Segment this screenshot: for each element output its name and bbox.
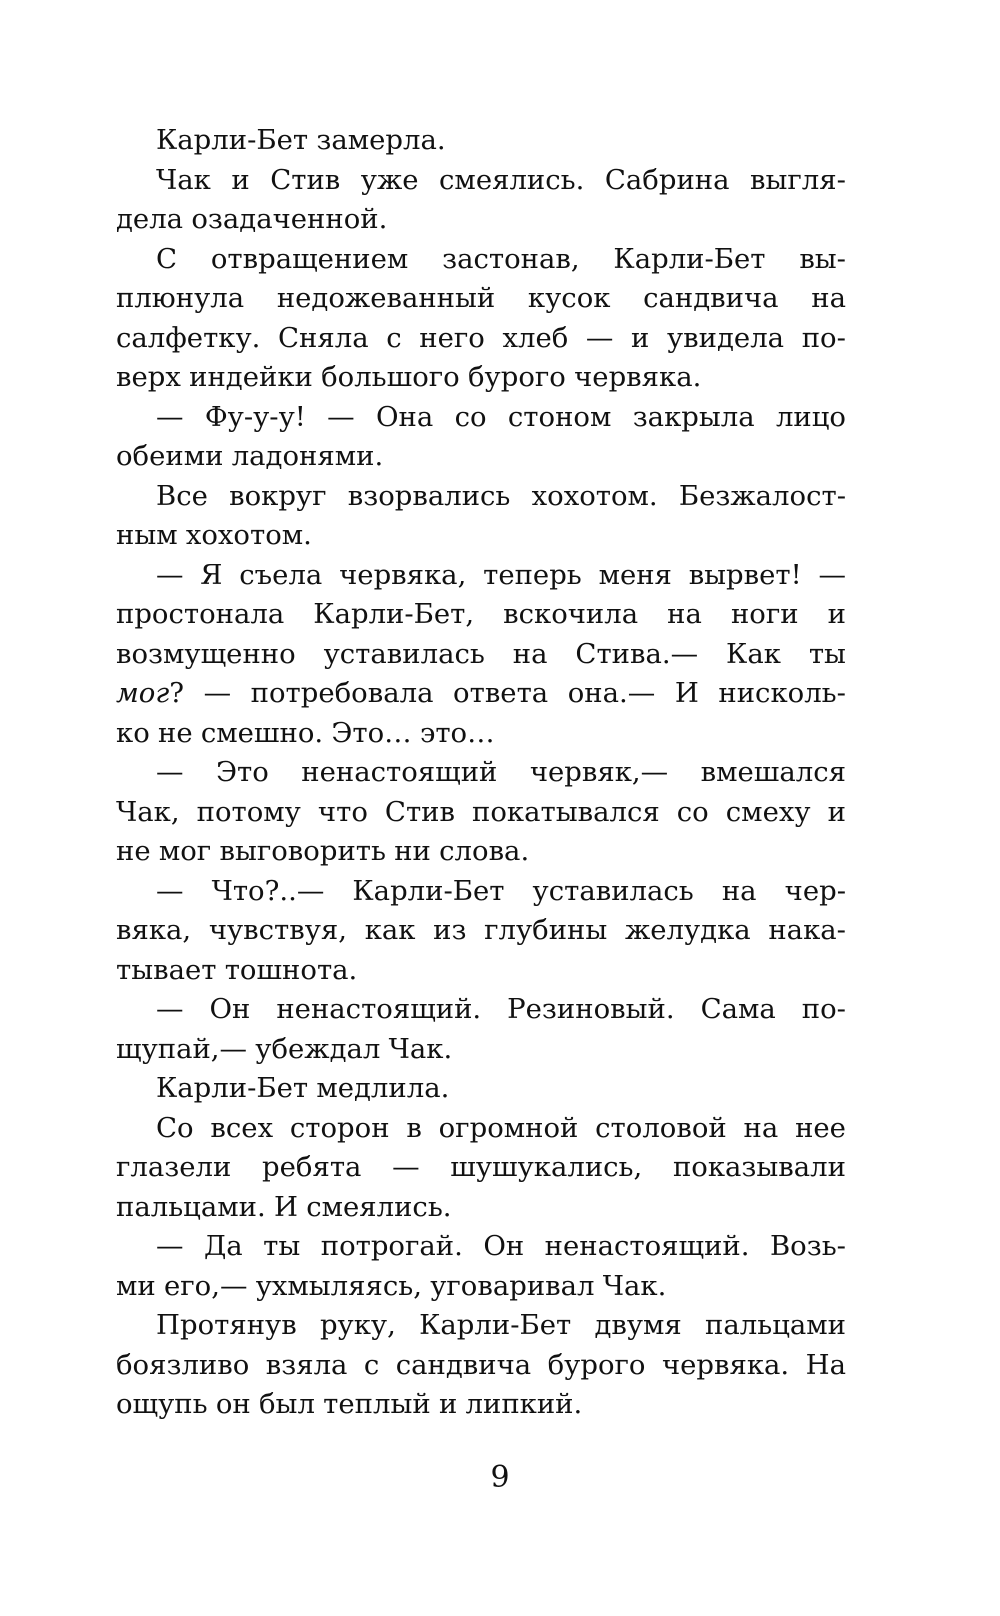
word: — (585, 321, 614, 354)
word: что (317, 795, 368, 828)
word: нака- (768, 914, 846, 946)
word: чер- (784, 874, 846, 907)
text-line (116, 635, 846, 675)
word: Безжалост- (678, 479, 846, 512)
word: из (433, 914, 467, 946)
word: плюнула (116, 282, 245, 314)
word: ухмыляясь, (255, 1269, 422, 1302)
word: возмущенно (116, 637, 296, 670)
word: вяка, (116, 914, 192, 946)
word: вскочила (503, 598, 639, 630)
word: смеялись. (439, 163, 585, 196)
word: — (818, 558, 846, 591)
word: вырвет! (688, 558, 802, 591)
word: съела (239, 558, 323, 591)
word: ладонями. (231, 440, 384, 472)
word: — (156, 874, 184, 907)
word: нее (795, 1111, 846, 1144)
word: на (811, 282, 846, 314)
word: со (454, 400, 487, 433)
word: С (156, 242, 178, 275)
word: потребовала (250, 677, 434, 709)
text-line (116, 319, 846, 359)
word: И (273, 1190, 298, 1223)
word: Карли-Бет (352, 874, 505, 907)
text-line (116, 1188, 846, 1228)
word: уже (360, 163, 419, 196)
text-line (116, 990, 846, 1030)
word: на (512, 637, 548, 670)
word: Он (209, 993, 251, 1025)
word: выгля- (750, 163, 846, 196)
word: теперь (483, 558, 582, 591)
text-line (116, 358, 846, 398)
word: убеждал (255, 1032, 381, 1065)
word: ни (394, 835, 431, 867)
word: — (156, 400, 184, 433)
word: чувствуя, (208, 914, 348, 946)
word: ненастоящий (301, 756, 498, 788)
text-line (116, 1030, 846, 1070)
word: Стива.— (575, 637, 699, 670)
word: Карли-Бет (613, 242, 766, 275)
word: сандвича (643, 282, 779, 314)
text-line (116, 1227, 846, 1267)
word: слова. (439, 835, 530, 867)
text-line (116, 161, 846, 201)
word: медлила. (316, 1072, 450, 1104)
word: увидела (667, 321, 785, 354)
word: ты (808, 637, 846, 670)
word: Стив (384, 795, 455, 828)
word: И (674, 677, 699, 709)
word: — (156, 558, 184, 591)
text-line (116, 200, 846, 240)
word: закрыла (632, 400, 755, 433)
word: и (827, 795, 846, 828)
word: руку, (319, 1309, 396, 1341)
word: Все (156, 479, 208, 512)
word: бурого (547, 1348, 646, 1381)
word: сторон (289, 1111, 390, 1144)
word: простонала (116, 598, 285, 630)
word: ноги (730, 598, 799, 630)
word: Это (215, 756, 269, 788)
word: Со (156, 1111, 194, 1144)
text-line (116, 911, 846, 951)
word: Стив (270, 163, 341, 196)
page-number: 9 (490, 1460, 510, 1495)
word: щупай,— (116, 1032, 248, 1065)
text-line (116, 1385, 846, 1425)
word: потому (196, 795, 301, 828)
word: хлеб (502, 321, 569, 354)
text-line (116, 595, 846, 635)
word: обеими (116, 440, 224, 472)
word: ми (116, 1269, 156, 1302)
word: глазели (116, 1151, 232, 1183)
word: Она (376, 400, 434, 433)
word: — (327, 400, 355, 433)
word: и (631, 321, 650, 354)
word: боязливо (116, 1348, 250, 1381)
text-line (116, 674, 846, 714)
word: сандвича (395, 1348, 532, 1381)
word: бурого (468, 361, 566, 393)
word: верх (116, 361, 181, 393)
word: он (215, 1388, 251, 1420)
word: показывали (672, 1151, 846, 1183)
word: желудка (624, 914, 751, 946)
word: дела (116, 203, 184, 235)
word: салфетку. (116, 321, 261, 354)
word: с (363, 1348, 380, 1381)
word: огромной (438, 1111, 579, 1144)
text-line (116, 1109, 846, 1149)
word: — (156, 1230, 184, 1262)
word: по- (801, 321, 846, 354)
word: мог? (116, 677, 185, 709)
word: ребята (262, 1151, 362, 1183)
word: Как (726, 637, 781, 670)
word: пальцами. (116, 1190, 266, 1223)
word: отвращением (210, 242, 409, 275)
text-line (116, 1346, 846, 1386)
word: индейки (189, 361, 313, 393)
word: вы- (799, 242, 846, 275)
word: Сняла (278, 321, 369, 354)
word: Резиновый. (507, 993, 675, 1025)
word: хохотом. (531, 479, 658, 512)
text-line (116, 1306, 846, 1346)
word: ты (263, 1230, 301, 1262)
word: — (156, 756, 184, 788)
text-line (116, 951, 846, 991)
word: не (116, 835, 151, 867)
word: лицо (775, 400, 846, 433)
word: взорвались (347, 479, 511, 512)
word: Сама (700, 993, 776, 1025)
word: по- (801, 993, 846, 1025)
word: Карли-Бет (156, 1072, 309, 1104)
text-line (116, 753, 846, 793)
text-line (116, 1267, 846, 1307)
word: червяка. (574, 361, 702, 393)
text-line (116, 1069, 846, 1109)
word: стоном (507, 400, 612, 433)
word: с (386, 321, 402, 354)
word: ненастоящий. (276, 993, 482, 1025)
word: покатывался (472, 795, 660, 828)
word: всех (210, 1111, 274, 1144)
word: Я (200, 558, 223, 591)
word: недожеванный (276, 282, 496, 314)
word: глубины (484, 914, 608, 946)
word: Протянув (156, 1309, 297, 1341)
word: Чак. (388, 1032, 453, 1065)
word: червяка, (339, 558, 467, 591)
word: тывает (116, 953, 217, 986)
word: смешно. (200, 716, 324, 749)
word: Что?..— (211, 874, 325, 907)
word: Сабрина (604, 163, 730, 196)
word: теплый (323, 1388, 431, 1420)
word: уставилась (532, 874, 694, 907)
text-line (116, 477, 846, 517)
word: на (721, 874, 757, 907)
word: как (364, 914, 416, 946)
word: Это… (331, 716, 412, 749)
word: ненастоящий. (544, 1230, 750, 1262)
word: столовой (595, 1111, 727, 1144)
word: Чак, (116, 795, 180, 828)
word: ным (116, 519, 178, 551)
text-line (116, 240, 846, 280)
text-line (116, 398, 846, 438)
page-text (116, 121, 846, 1425)
word: вокруг (229, 479, 327, 512)
word: Карли-Бет (156, 124, 309, 156)
word: хохотом. (185, 519, 312, 551)
word: — (203, 677, 232, 709)
word: смеху (725, 795, 811, 828)
text-line (116, 516, 846, 556)
word: ощупь (116, 1388, 208, 1420)
word: взяла (265, 1348, 348, 1381)
word: был (259, 1388, 315, 1420)
word: тошнота. (224, 953, 358, 986)
word: на (667, 598, 702, 630)
text-line (116, 279, 846, 319)
word: не (158, 716, 193, 749)
text-line (116, 121, 846, 161)
word: со (676, 795, 709, 828)
word: его,— (163, 1269, 248, 1302)
word: смеялись. (306, 1190, 452, 1223)
word: — (156, 993, 184, 1025)
text-line (116, 714, 846, 754)
word: в (406, 1111, 422, 1144)
word: она.— (567, 677, 656, 709)
word: на (743, 1111, 779, 1144)
word: Да (203, 1230, 243, 1262)
word: уговаривал (430, 1269, 595, 1302)
word: застонав, (442, 242, 580, 275)
word: На (805, 1348, 846, 1381)
word: липкий. (465, 1388, 583, 1420)
word: замерла. (316, 124, 446, 156)
word: Чак. (602, 1269, 667, 1302)
word: — (392, 1151, 420, 1183)
word: шушукались, (450, 1151, 643, 1183)
word: озадаченной. (191, 203, 388, 235)
word: двумя (594, 1309, 682, 1341)
word: большого (321, 361, 460, 393)
word: Фу-у-у! (204, 400, 306, 433)
text-line (116, 832, 846, 872)
word: кусок (527, 282, 611, 314)
word: нисколь- (718, 677, 846, 709)
text-line (116, 556, 846, 596)
word: Карли-Бет (419, 1309, 572, 1341)
word: червяк,— (529, 756, 669, 788)
word: Он (483, 1230, 525, 1262)
word: Карли-Бет, (313, 598, 475, 630)
text-line (116, 872, 846, 912)
word: это… (419, 716, 495, 749)
word: потрогай. (320, 1230, 463, 1262)
word: вмешался (700, 756, 846, 788)
word: и (438, 1388, 458, 1420)
text-line (116, 437, 846, 477)
word: червяка. (661, 1348, 790, 1381)
text-line (116, 1148, 846, 1188)
word: него (419, 321, 485, 354)
text-line (116, 793, 846, 833)
word: уставилась (323, 637, 485, 670)
word: меня (598, 558, 672, 591)
word: и (827, 598, 846, 630)
word: Возь- (769, 1230, 846, 1262)
word: пальцами (705, 1309, 846, 1341)
word: и (231, 163, 250, 196)
word: Чак (156, 163, 211, 196)
word: ко (116, 716, 150, 749)
word: ответа (453, 677, 549, 709)
word: выговорить (219, 835, 386, 867)
word: мог (158, 835, 212, 867)
